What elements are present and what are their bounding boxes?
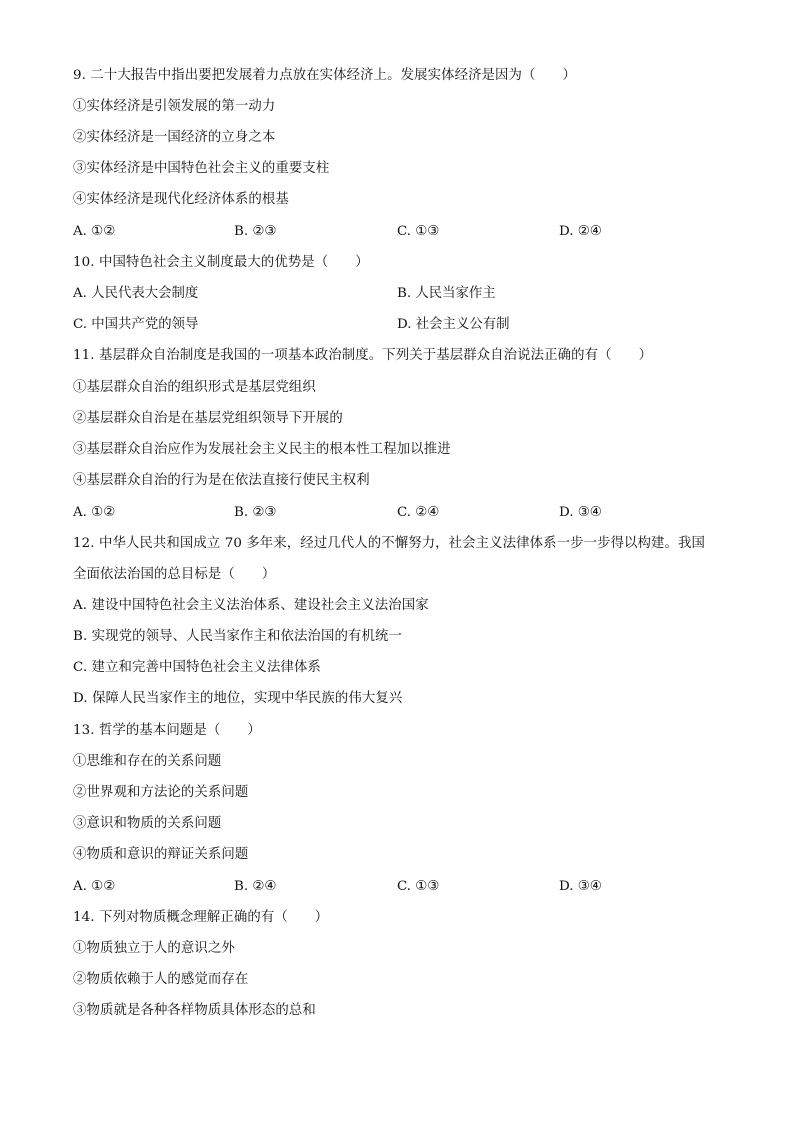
question-9-option-d: D. ②④ bbox=[559, 224, 602, 239]
question-9-option-b: B. ②③ bbox=[234, 224, 277, 239]
question-14-item-2: ②物质依赖于人的感觉而存在 bbox=[73, 972, 249, 987]
question-13-option-a: A. ①② bbox=[73, 879, 116, 894]
question-13-option-c: C. ①③ bbox=[397, 879, 440, 894]
question-13-item-2: ②世界观和方法论的关系问题 bbox=[73, 785, 249, 800]
question-11-option-c: C. ②④ bbox=[397, 505, 440, 520]
question-12-option-d: D. 保障人民当家作主的地位，实现中华民族的伟大复兴 bbox=[73, 691, 403, 706]
question-11-stem: 11. 基层群众自治制度是我国的一项基本政治制度。下列关于基层群众自治说法正确的有（ ） bbox=[73, 348, 653, 363]
question-11-option-a: A. ①② bbox=[73, 505, 116, 520]
question-14-item-1: ①物质独立于人的意识之外 bbox=[73, 941, 235, 956]
question-14-stem: 14. 下列对物质概念理解正确的有（ ） bbox=[73, 910, 329, 925]
question-9-stem: 9. 二十大报告中指出要把发展着力点放在实体经济上。发展实体经济是因为（ ） bbox=[73, 68, 576, 83]
question-12-stem-line-1: 12. 中华人民共和国成立 70 多年来，经过几代人的不懈努力，社会主义法律体系一步一步得以构建。我国 bbox=[73, 536, 705, 551]
question-14-item-3: ③物质就是各种各样物质具体形态的总和 bbox=[73, 1003, 316, 1018]
question-13-item-1: ①思维和存在的关系问题 bbox=[73, 754, 222, 769]
question-13-item-4: ④物质和意识的辩证关系问题 bbox=[73, 847, 249, 862]
question-9-item-1: ①实体经济是引领发展的第一动力 bbox=[73, 99, 276, 114]
question-12-stem-line-2: 全面依法治国的总目标是（ ） bbox=[73, 567, 276, 582]
question-11-item-3: ③基层群众自治应作为发展社会主义民主的根本性工程加以推进 bbox=[73, 442, 451, 457]
question-12-option-a: A. 建设中国特色社会主义法治体系、建设社会主义法治国家 bbox=[73, 598, 429, 613]
question-10-option-a: A. 人民代表大会制度 bbox=[73, 286, 199, 301]
question-11-option-b: B. ②③ bbox=[234, 505, 277, 520]
question-9-item-4: ④实体经济是现代化经济体系的根基 bbox=[73, 192, 289, 207]
question-12-option-b: B. 实现党的领导、人民当家作主和依法治国的有机统一 bbox=[73, 629, 402, 644]
question-9-item-3: ③实体经济是中国特色社会主义的重要支柱 bbox=[73, 161, 330, 176]
question-10-stem: 10. 中国特色社会主义制度最大的优势是（ ） bbox=[73, 255, 369, 270]
question-9-option-c: C. ①③ bbox=[397, 224, 440, 239]
question-12-option-c: C. 建立和完善中国特色社会主义法律体系 bbox=[73, 660, 321, 675]
question-13-option-d: D. ③④ bbox=[559, 879, 602, 894]
question-9-option-a: A. ①② bbox=[73, 224, 116, 239]
question-9-item-2: ②实体经济是一国经济的立身之本 bbox=[73, 130, 276, 145]
question-10-option-b: B. 人民当家作主 bbox=[397, 286, 496, 301]
question-11-item-1: ①基层群众自治的组织形式是基层党组织 bbox=[73, 380, 316, 395]
question-11-item-2: ②基层群众自治是在基层党组织领导下开展的 bbox=[73, 411, 343, 426]
question-11-item-4: ④基层群众自治的行为是在依法直接行使民主权利 bbox=[73, 473, 370, 488]
question-13-stem: 13. 哲学的基本问题是（ ） bbox=[73, 723, 261, 738]
question-11-option-d: D. ③④ bbox=[559, 505, 602, 520]
question-13-item-3: ③意识和物质的关系问题 bbox=[73, 816, 222, 831]
question-13-option-b: B. ②④ bbox=[234, 879, 277, 894]
question-10-option-c: C. 中国共产党的领导 bbox=[73, 317, 199, 332]
question-10-option-d: D. 社会主义公有制 bbox=[397, 317, 510, 332]
